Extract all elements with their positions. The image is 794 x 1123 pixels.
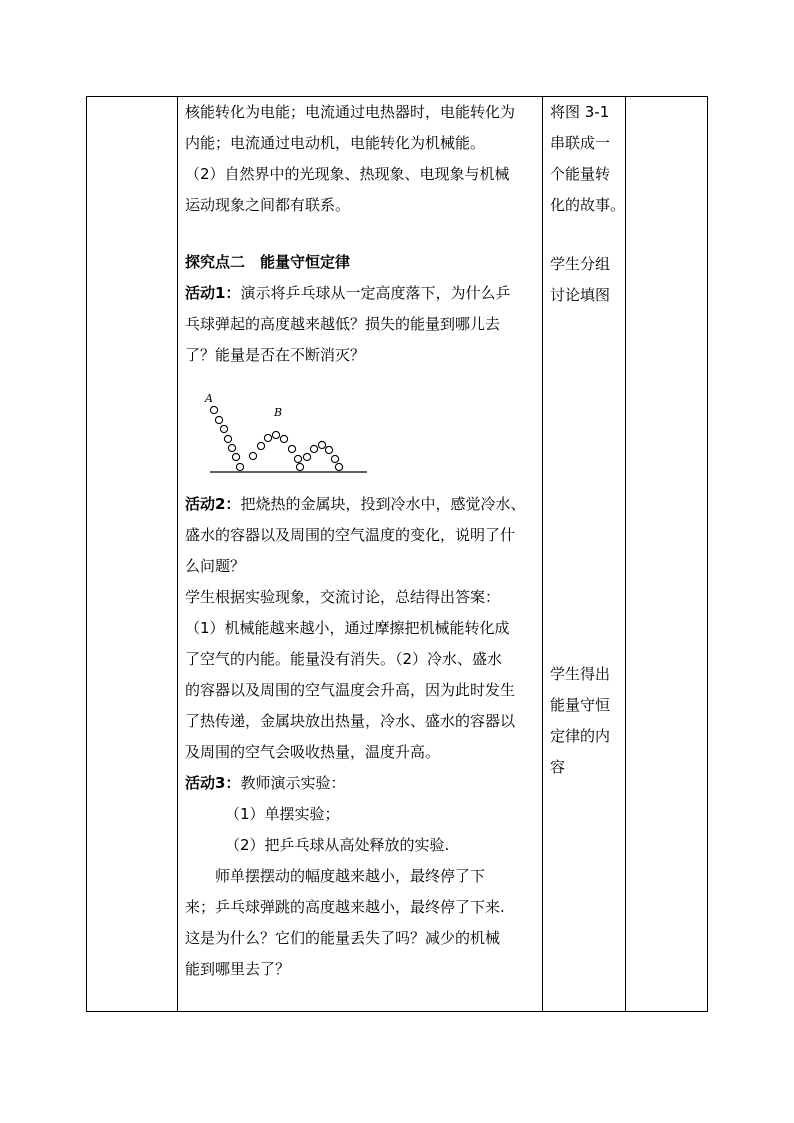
ball-marker <box>215 416 222 423</box>
list-item: （2）把乒乓球从高处释放的实验. <box>225 836 450 854</box>
ball-marker <box>280 435 287 442</box>
text-line: 这是为什么？它们的能量丢失了吗？减少的机械 <box>185 929 501 947</box>
text-line: （2）自然界中的光现象、热现象、电现象与机械 <box>185 165 510 183</box>
side-line: 容 <box>550 758 566 776</box>
text-line: 么问题？ <box>185 557 246 575</box>
ball-marker <box>288 445 295 452</box>
text-line: 乓球弹起的高度越来越低？损失的能量到哪儿去 <box>185 315 501 333</box>
text-line: 学生根据实验现象，交流讨论，总结得出答案： <box>185 588 501 606</box>
diagram-label-a: A <box>205 392 213 405</box>
ball-marker <box>220 425 227 432</box>
list-item: （1）单摆实验； <box>225 805 340 823</box>
column-divider <box>625 97 626 1011</box>
side-line: 讨论填图 <box>550 286 611 304</box>
diagram-label-b: B <box>274 406 283 419</box>
activity1-label: 活动1： <box>185 284 241 302</box>
side-line: 将图 3-1 <box>550 103 610 121</box>
text-line: 运动现象之间都有联系。 <box>185 196 351 214</box>
side-line: 定律的内 <box>550 727 611 745</box>
section-title: 探究点二 能量守恒定律 <box>185 253 351 271</box>
text-line: 盛水的容器以及周围的空气温度的变化，说明了什 <box>185 526 516 544</box>
ball-marker <box>236 463 243 470</box>
ball-marker <box>335 463 342 470</box>
spacer <box>185 221 539 247</box>
side-line: 化的故事。 <box>550 196 626 214</box>
ball-marker <box>318 441 325 448</box>
side-line: 能量守恒 <box>550 696 611 714</box>
ball-marker <box>228 444 235 451</box>
ball-marker <box>257 442 264 449</box>
activity1-line <box>185 278 539 309</box>
ball-marker <box>224 435 231 442</box>
text-line: 及周围的空气会吸收热量，温度升高。 <box>185 743 441 761</box>
text-line: （1）机械能越来越小，通过摩擦把机械能转化成 <box>185 619 510 637</box>
text-line: 内能；电流通过电动机，电能转化为机械能。 <box>185 134 486 152</box>
side-line: 串联成一 <box>550 134 611 152</box>
ball-marker <box>264 434 271 441</box>
main-content-cell <box>179 97 543 985</box>
ball-marker <box>210 406 217 413</box>
text-line: 了热传递，金属块放出热量，冷水、盛水的容器以 <box>185 712 516 730</box>
text-line: 了？能量是否在不断消灭？ <box>185 346 366 364</box>
text-line: 把烧热的金属块，投到冷水中，感觉冷水、 <box>240 495 526 513</box>
ball-marker <box>325 446 332 453</box>
activity3-line <box>185 768 539 799</box>
side-note-1 <box>550 97 625 221</box>
activity2-line <box>185 489 539 520</box>
ball-marker <box>296 463 303 470</box>
side-note-2 <box>550 249 610 311</box>
ball-marker <box>232 453 239 460</box>
ball-marker <box>303 453 310 460</box>
bouncing-ball-diagram <box>197 383 387 483</box>
activity3-label: 活动3： <box>185 774 241 792</box>
text-line: 的容器以及周围的空气温度会升高，因为此时发生 <box>185 681 516 699</box>
side-line: 个能量转 <box>550 165 611 183</box>
ball-marker <box>272 431 279 438</box>
text-line: 演示将乒乓球从一定高度落下，为什么乒 <box>240 284 511 302</box>
text-line: 能到哪里去了？ <box>185 960 291 978</box>
text-line: 师单摆摆动的幅度越来越小，最终停了下 <box>215 867 486 885</box>
ball-marker <box>294 455 301 462</box>
side-line: 学生分组 <box>550 255 611 273</box>
text-line: 来；乒乓球弹跳的高度越来越小，最终停了下来. <box>185 898 505 916</box>
text-line: 核能转化为电能；电流通过电热器时，电能转化为 <box>185 103 516 121</box>
activity2-label: 活动2： <box>185 495 241 513</box>
ball-marker <box>249 452 256 459</box>
ball-marker <box>310 445 317 452</box>
text-line: 教师演示实验： <box>240 774 346 792</box>
lesson-table <box>86 96 708 1012</box>
text-line: 了空气的内能。能量没有消失。（2）冷水、盛水 <box>185 650 503 668</box>
column-divider <box>177 97 178 1011</box>
side-line: 学生得出 <box>550 665 611 683</box>
side-note-3 <box>550 659 610 783</box>
ball-marker <box>331 455 338 462</box>
